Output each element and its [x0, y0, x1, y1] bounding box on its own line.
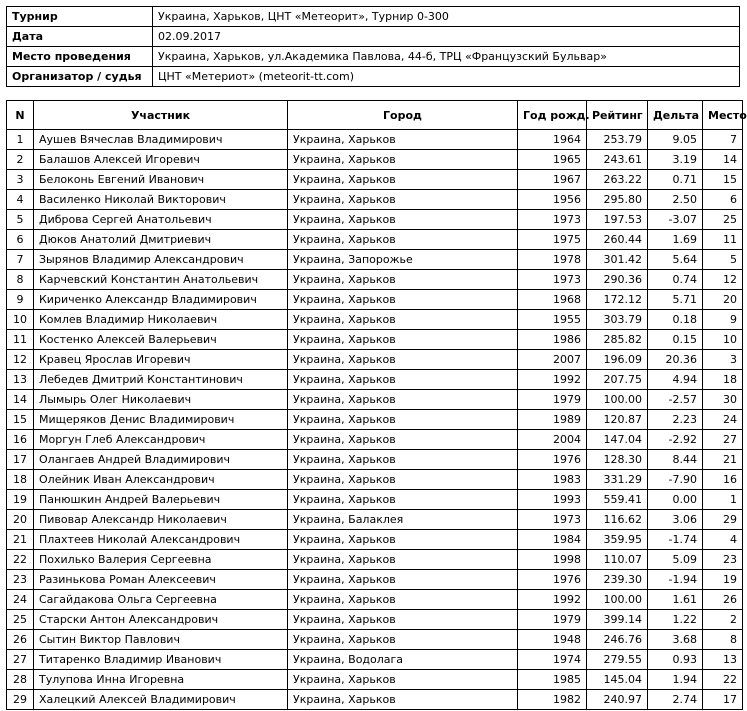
col-city-header: Город [288, 101, 518, 130]
cell-birth-year: 1948 [518, 630, 587, 650]
cell-rating: 279.55 [587, 650, 648, 670]
cell-city: Украина, Харьков [288, 590, 518, 610]
cell-delta: 2.23 [648, 410, 703, 430]
cell-birth-year: 1967 [518, 170, 587, 190]
cell-n: 9 [7, 290, 34, 310]
cell-place: 11 [703, 230, 743, 250]
cell-n: 21 [7, 530, 34, 550]
info-label: Турнир [7, 7, 153, 27]
cell-place: 19 [703, 570, 743, 590]
info-label: Место проведения [7, 47, 153, 67]
cell-city: Украина, Балаклея [288, 510, 518, 530]
cell-city: Украина, Харьков [288, 290, 518, 310]
info-row [7, 47, 740, 67]
cell-birth-year: 1973 [518, 210, 587, 230]
cell-participant: Кириченко Александр Владимирович [34, 290, 288, 310]
cell-delta: -2.92 [648, 430, 703, 450]
cell-birth-year: 1992 [518, 590, 587, 610]
cell-birth-year: 1998 [518, 550, 587, 570]
cell-place: 30 [703, 390, 743, 410]
cell-city: Украина, Харьков [288, 170, 518, 190]
cell-delta: -1.94 [648, 570, 703, 590]
cell-delta: 8.44 [648, 450, 703, 470]
info-row [7, 27, 740, 47]
cell-participant: Сытин Виктор Павлович [34, 630, 288, 650]
cell-city: Украина, Харьков [288, 350, 518, 370]
cell-rating: 207.75 [587, 370, 648, 390]
cell-participant: Комлев Владимир Николаевич [34, 310, 288, 330]
cell-city: Украина, Харьков [288, 670, 518, 690]
cell-rating: 197.53 [587, 210, 648, 230]
table-row [7, 150, 743, 170]
info-value: ЦНТ «Метериот» (meteorit-tt.com) [153, 67, 740, 87]
cell-participant: Костенко Алексей Валерьевич [34, 330, 288, 350]
table-row [7, 250, 743, 270]
table-row [7, 390, 743, 410]
cell-n: 2 [7, 150, 34, 170]
info-label: Организатор / судья [7, 67, 153, 87]
cell-city: Украина, Харьков [288, 270, 518, 290]
table-row [7, 470, 743, 490]
cell-birth-year: 1976 [518, 570, 587, 590]
cell-rating: 331.29 [587, 470, 648, 490]
cell-place: 12 [703, 270, 743, 290]
cell-birth-year: 1973 [518, 510, 587, 530]
cell-n: 8 [7, 270, 34, 290]
cell-rating: 285.82 [587, 330, 648, 350]
cell-birth-year: 1984 [518, 530, 587, 550]
cell-birth-year: 1985 [518, 670, 587, 690]
cell-n: 4 [7, 190, 34, 210]
cell-participant: Халецкий Алексей Владимирович [34, 690, 288, 710]
cell-n: 29 [7, 690, 34, 710]
cell-rating: 243.61 [587, 150, 648, 170]
cell-birth-year: 1965 [518, 150, 587, 170]
participants-table [6, 100, 747, 710]
cell-participant: Олейник Иван Александрович [34, 470, 288, 490]
cell-delta: 1.94 [648, 670, 703, 690]
cell-rating: 240.97 [587, 690, 648, 710]
info-value: Украина, Харьков, ЦНТ «Метеорит», Турнир 0-300 [153, 7, 740, 27]
cell-birth-year: 1979 [518, 390, 587, 410]
cell-n: 16 [7, 430, 34, 450]
cell-delta: 0.15 [648, 330, 703, 350]
cell-participant: Моргун Глеб Александрович [34, 430, 288, 450]
cell-place: 15 [703, 170, 743, 190]
cell-delta: 9.05 [648, 130, 703, 150]
cell-participant: Старски Антон Александрович [34, 610, 288, 630]
col-delta-header: Дельта [648, 101, 703, 130]
cell-rating: 147.04 [587, 430, 648, 450]
cell-delta: 0.71 [648, 170, 703, 190]
cell-city: Украина, Харьков [288, 370, 518, 390]
cell-birth-year: 1955 [518, 310, 587, 330]
cell-delta: -7.90 [648, 470, 703, 490]
table-row [7, 570, 743, 590]
cell-rating: 295.80 [587, 190, 648, 210]
cell-n: 17 [7, 450, 34, 470]
cell-city: Украина, Харьков [288, 210, 518, 230]
cell-place: 13 [703, 650, 743, 670]
cell-birth-year: 1956 [518, 190, 587, 210]
cell-place: 25 [703, 210, 743, 230]
info-value: Украина, Харьков, ул.Академика Павлова, 44-б, ТРЦ «Французский Бульвар» [153, 47, 740, 67]
cell-birth-year: 1986 [518, 330, 587, 350]
cell-rating: 559.41 [587, 490, 648, 510]
cell-city: Украина, Харьков [288, 410, 518, 430]
table-row [7, 130, 743, 150]
cell-delta: 4.94 [648, 370, 703, 390]
cell-delta: -2.57 [648, 390, 703, 410]
cell-participant: Кравец Ярослав Игоревич [34, 350, 288, 370]
cell-delta: 1.61 [648, 590, 703, 610]
table-row [7, 190, 743, 210]
info-row [7, 7, 740, 27]
cell-delta: 5.09 [648, 550, 703, 570]
table-row [7, 690, 743, 710]
cell-place: 7 [703, 130, 743, 150]
cell-city: Украина, Харьков [288, 230, 518, 250]
cell-city: Украина, Харьков [288, 430, 518, 450]
cell-n: 18 [7, 470, 34, 490]
cell-participant: Диброва Сергей Анатольевич [34, 210, 288, 230]
cell-delta: -1.74 [648, 530, 703, 550]
cell-place: 5 [703, 250, 743, 270]
cell-city: Украина, Харьков [288, 390, 518, 410]
cell-city: Украина, Харьков [288, 470, 518, 490]
cell-rating: 128.30 [587, 450, 648, 470]
cell-place: 14 [703, 150, 743, 170]
cell-n: 6 [7, 230, 34, 250]
cell-rating: 359.95 [587, 530, 648, 550]
cell-participant: Сагайдакова Ольга Сергеевна [34, 590, 288, 610]
table-row [7, 490, 743, 510]
table-row [7, 430, 743, 450]
cell-n: 24 [7, 590, 34, 610]
col-birth-year-header: Год рожд. [518, 101, 587, 130]
cell-delta: 3.68 [648, 630, 703, 650]
cell-n: 11 [7, 330, 34, 350]
table-row [7, 230, 743, 250]
cell-rating: 303.79 [587, 310, 648, 330]
table-row [7, 670, 743, 690]
table-row [7, 510, 743, 530]
cell-participant: Аушев Вячеслав Владимирович [34, 130, 288, 150]
table-row [7, 450, 743, 470]
cell-delta: 5.71 [648, 290, 703, 310]
cell-participant: Балашов Алексей Игоревич [34, 150, 288, 170]
cell-city: Украина, Харьков [288, 630, 518, 650]
cell-participant: Плахтеев Николай Александрович [34, 530, 288, 550]
cell-n: 26 [7, 630, 34, 650]
table-row [7, 550, 743, 570]
table-row [7, 350, 743, 370]
cell-place: 4 [703, 530, 743, 550]
cell-rating: 145.04 [587, 670, 648, 690]
table-row [7, 650, 743, 670]
cell-participant: Похилько Валерия Сергеевна [34, 550, 288, 570]
cell-delta: 1.69 [648, 230, 703, 250]
table-row [7, 170, 743, 190]
cell-delta: 0.93 [648, 650, 703, 670]
cell-rating: 253.79 [587, 130, 648, 150]
col-rating-header: Рейтинг [587, 101, 648, 130]
cell-rating: 196.09 [587, 350, 648, 370]
cell-place: 24 [703, 410, 743, 430]
cell-delta: 20.36 [648, 350, 703, 370]
cell-rating: 301.42 [587, 250, 648, 270]
table-row [7, 210, 743, 230]
cell-city: Украина, Водолага [288, 650, 518, 670]
info-value: 02.09.2017 [153, 27, 740, 47]
cell-city: Украина, Харьков [288, 610, 518, 630]
cell-participant: Белоконь Евгений Иванович [34, 170, 288, 190]
cell-rating: 246.76 [587, 630, 648, 650]
info-row [7, 67, 740, 87]
cell-n: 15 [7, 410, 34, 430]
cell-n: 14 [7, 390, 34, 410]
cell-delta: 0.18 [648, 310, 703, 330]
cell-n: 13 [7, 370, 34, 390]
cell-city: Украина, Харьков [288, 490, 518, 510]
table-row [7, 630, 743, 650]
cell-n: 1 [7, 130, 34, 150]
table-row [7, 370, 743, 390]
cell-rating: 110.07 [587, 550, 648, 570]
cell-place: 21 [703, 450, 743, 470]
cell-birth-year: 2004 [518, 430, 587, 450]
table-row [7, 590, 743, 610]
cell-n: 5 [7, 210, 34, 230]
cell-n: 20 [7, 510, 34, 530]
cell-birth-year: 1992 [518, 370, 587, 390]
cell-place: 18 [703, 370, 743, 390]
cell-birth-year: 1975 [518, 230, 587, 250]
cell-birth-year: 1974 [518, 650, 587, 670]
cell-rating: 120.87 [587, 410, 648, 430]
cell-place: 22 [703, 670, 743, 690]
cell-n: 12 [7, 350, 34, 370]
cell-place: 27 [703, 430, 743, 450]
cell-place: 10 [703, 330, 743, 350]
cell-place: 6 [703, 190, 743, 210]
cell-participant: Олангаев Андрей Владимирович [34, 450, 288, 470]
cell-birth-year: 1983 [518, 470, 587, 490]
cell-place: 29 [703, 510, 743, 530]
cell-birth-year: 1976 [518, 450, 587, 470]
cell-place: 1 [703, 490, 743, 510]
cell-participant: Тулупова Инна Игоревна [34, 670, 288, 690]
table-row [7, 610, 743, 630]
table-row [7, 290, 743, 310]
cell-delta: 5.64 [648, 250, 703, 270]
cell-n: 23 [7, 570, 34, 590]
cell-place: 23 [703, 550, 743, 570]
cell-birth-year: 1989 [518, 410, 587, 430]
cell-n: 28 [7, 670, 34, 690]
cell-place: 26 [703, 590, 743, 610]
cell-delta: 2.50 [648, 190, 703, 210]
cell-participant: Панюшкин Андрей Валерьевич [34, 490, 288, 510]
cell-city: Украина, Харьков [288, 530, 518, 550]
tournament-info-table [6, 6, 740, 87]
cell-delta: 3.19 [648, 150, 703, 170]
cell-birth-year: 1964 [518, 130, 587, 150]
cell-delta: 3.06 [648, 510, 703, 530]
cell-city: Украина, Харьков [288, 190, 518, 210]
cell-city: Украина, Харьков [288, 330, 518, 350]
cell-rating: 100.00 [587, 390, 648, 410]
cell-delta: 0.00 [648, 490, 703, 510]
cell-n: 3 [7, 170, 34, 190]
cell-rating: 399.14 [587, 610, 648, 630]
cell-participant: Лымырь Олег Николаевич [34, 390, 288, 410]
table-row [7, 330, 743, 350]
cell-birth-year: 1979 [518, 610, 587, 630]
cell-rating: 100.00 [587, 590, 648, 610]
cell-delta: 0.74 [648, 270, 703, 290]
cell-birth-year: 1982 [518, 690, 587, 710]
cell-place: 17 [703, 690, 743, 710]
cell-n: 22 [7, 550, 34, 570]
cell-city: Украина, Харьков [288, 570, 518, 590]
cell-place: 8 [703, 630, 743, 650]
cell-place: 3 [703, 350, 743, 370]
cell-place: 9 [703, 310, 743, 330]
table-row [7, 270, 743, 290]
table-header-row [7, 101, 743, 130]
cell-place: 2 [703, 610, 743, 630]
cell-participant: Карчевский Константин Анатольевич [34, 270, 288, 290]
cell-n: 25 [7, 610, 34, 630]
cell-n: 19 [7, 490, 34, 510]
cell-birth-year: 1993 [518, 490, 587, 510]
cell-city: Украина, Харьков [288, 450, 518, 470]
col-participant-header: Участник [34, 101, 288, 130]
cell-participant: Мищеряков Денис Владимирович [34, 410, 288, 430]
cell-participant: Разинькова Роман Алексеевич [34, 570, 288, 590]
col-place-header: Место [703, 101, 743, 130]
table-row [7, 530, 743, 550]
cell-delta: 2.74 [648, 690, 703, 710]
cell-rating: 172.12 [587, 290, 648, 310]
cell-city: Украина, Харьков [288, 550, 518, 570]
col-n-header: N [7, 101, 34, 130]
table-row [7, 310, 743, 330]
cell-participant: Дюков Анатолий Дмитриевич [34, 230, 288, 250]
cell-participant: Лебедев Дмитрий Константинович [34, 370, 288, 390]
cell-rating: 116.62 [587, 510, 648, 530]
cell-participant: Василенко Николай Викторович [34, 190, 288, 210]
cell-place: 20 [703, 290, 743, 310]
cell-n: 7 [7, 250, 34, 270]
cell-rating: 239.30 [587, 570, 648, 590]
cell-city: Украина, Харьков [288, 150, 518, 170]
cell-birth-year: 1968 [518, 290, 587, 310]
cell-birth-year: 2007 [518, 350, 587, 370]
info-label: Дата [7, 27, 153, 47]
cell-rating: 263.22 [587, 170, 648, 190]
cell-birth-year: 1973 [518, 270, 587, 290]
cell-city: Украина, Харьков [288, 310, 518, 330]
cell-participant: Пивовар Александр Николаевич [34, 510, 288, 530]
cell-city: Украина, Харьков [288, 130, 518, 150]
cell-participant: Зырянов Владимир Александрович [34, 250, 288, 270]
cell-delta: -3.07 [648, 210, 703, 230]
cell-city: Украина, Запорожье [288, 250, 518, 270]
cell-city: Украина, Харьков [288, 690, 518, 710]
cell-n: 27 [7, 650, 34, 670]
table-row [7, 410, 743, 430]
cell-rating: 290.36 [587, 270, 648, 290]
cell-participant: Титаренко Владимир Иванович [34, 650, 288, 670]
cell-delta: 1.22 [648, 610, 703, 630]
cell-n: 10 [7, 310, 34, 330]
cell-birth-year: 1978 [518, 250, 587, 270]
cell-rating: 260.44 [587, 230, 648, 250]
cell-place: 16 [703, 470, 743, 490]
